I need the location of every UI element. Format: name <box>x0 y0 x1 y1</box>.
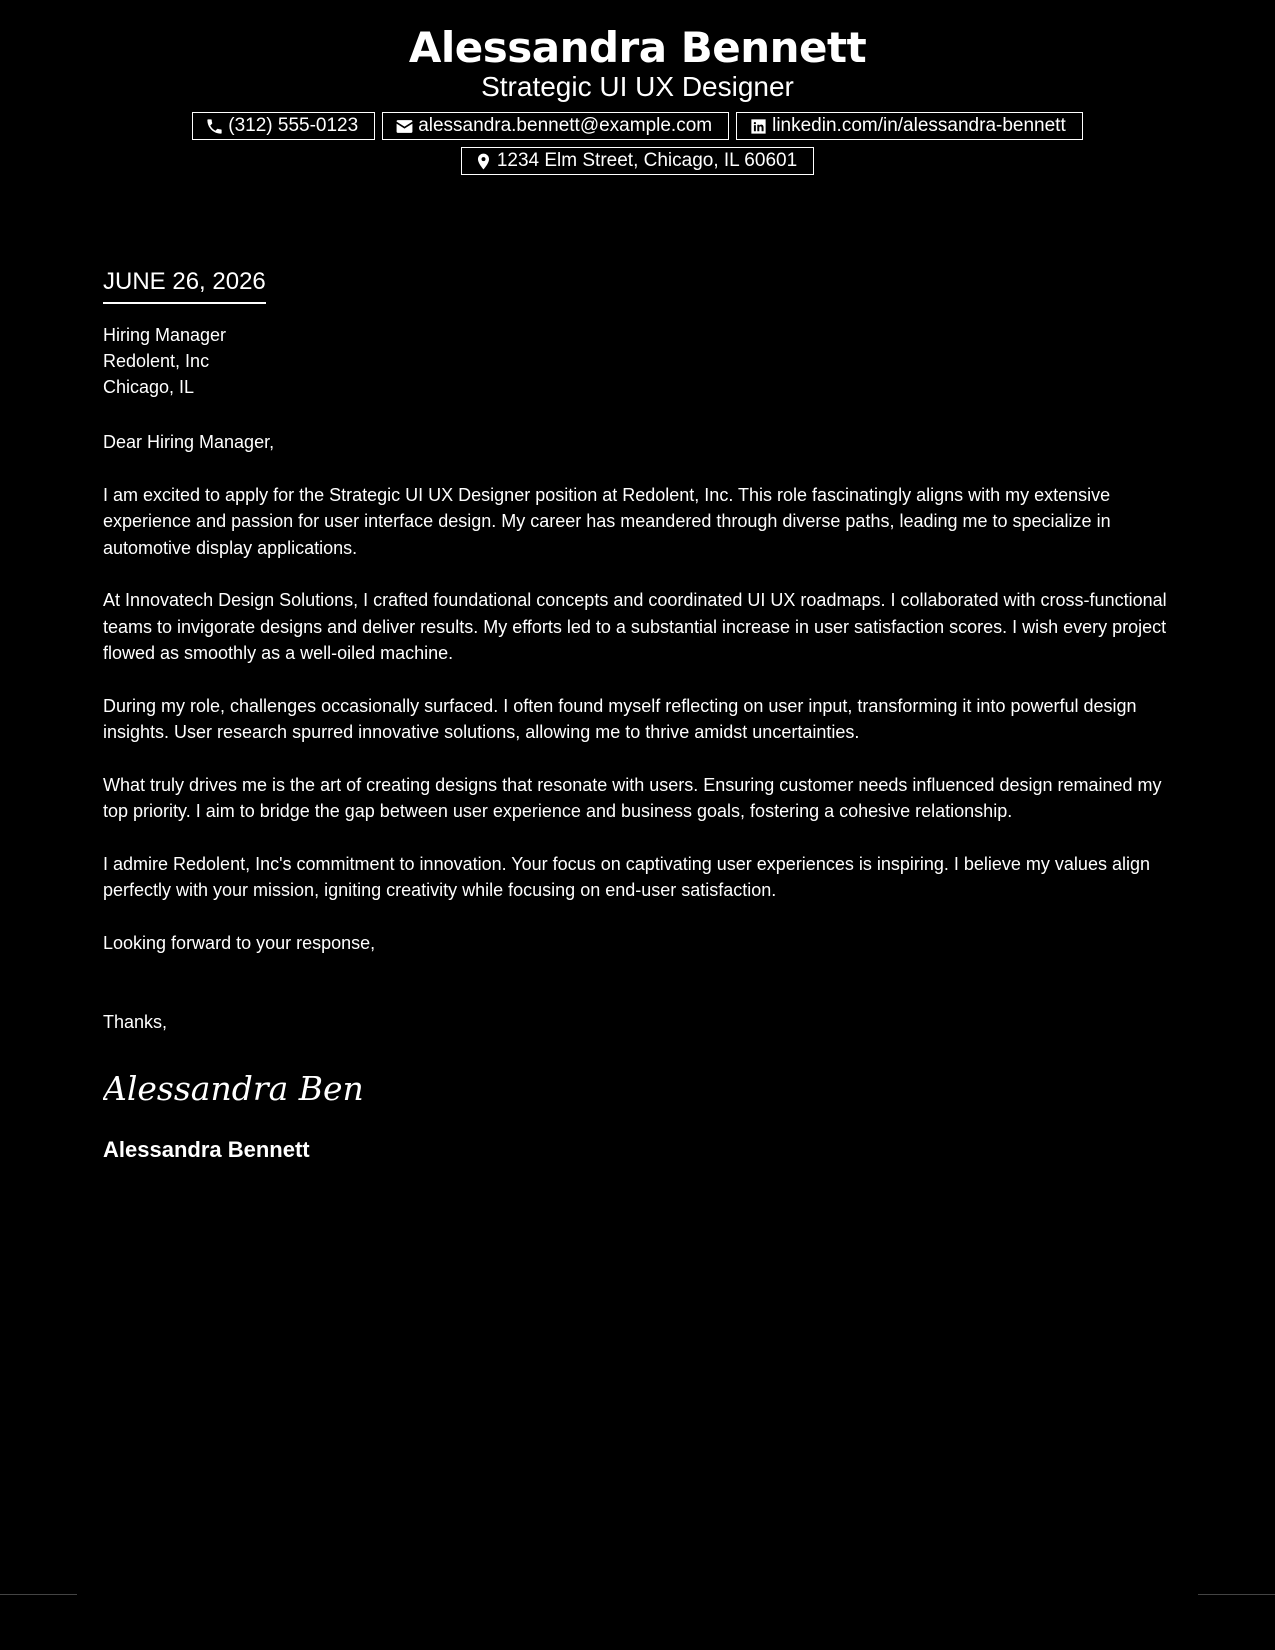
footer-rule-right <box>1198 1594 1275 1595</box>
thanks-line: Thanks, <box>103 1012 168 1032</box>
recipient-role: Hiring Manager <box>103 325 227 345</box>
linkedin-contact[interactable] <box>736 112 1083 140</box>
envelope-icon <box>395 117 414 136</box>
body-paragraph: I admire Redolent, Inc's commitment to innovation. Your focus on captivating user experiences is inspiring. I believe my values align perfectly with your mission, igniting creativity while focusing on end-user satisfaction. <box>103 853 1150 900</box>
recipient-location: Chicago, IL <box>103 377 195 397</box>
linkedin-text: linkedin.com/in/alessandra-bennett <box>772 115 1066 136</box>
footer-rule-left <box>0 1594 77 1595</box>
linkedin-icon <box>749 117 768 136</box>
contact-row-primary <box>0 112 1275 140</box>
body-paragraph: I am excited to apply for the Strategic UI UX Designer position at Redolent, Inc. This role fascinatingly aligns with my extensive experience and passion for user interface design. My career has meandered through diverse paths, leading me to specialize in automotive display applications. <box>103 484 1111 558</box>
body-paragraph: At Innovatech Design Solutions, I crafted foundational concepts and coordinated UI UX roadmaps. I collaborated with cross-functional teams to invigorate designs and deliver results. My efforts led to a substantial increase in user satisfaction scores. I wish every project flowed as smoothly as a well-oiled machine. <box>103 590 1167 663</box>
phone-contact[interactable] <box>192 112 375 140</box>
letter-date: JUNE 26, 2026 <box>103 265 266 304</box>
signature-text: Alessandra Bennett <box>103 1068 432 1108</box>
address-contact[interactable] <box>461 147 814 175</box>
map-marker-icon <box>474 152 493 171</box>
body-paragraph: What truly drives me is the art of creating designs that resonate with users. Ensuring customer needs influenced design remained my top priority. I aim to bridge the gap between user experience and business goals, fostering a cohesive relationship. <box>103 774 1162 821</box>
phone-text: (312) 555-0123 <box>228 115 359 136</box>
signed-name: Alessandra Bennett <box>103 1136 310 1162</box>
contact-row-secondary <box>0 147 1275 175</box>
salutation: Dear Hiring Manager, <box>103 432 275 452</box>
email-text: alessandra.bennett@example.com <box>418 115 713 136</box>
letter-body <box>103 265 1173 1164</box>
applicant-title: Strategic UI UX Designer <box>481 71 794 102</box>
phone-icon <box>205 117 224 136</box>
recipient-block <box>103 322 1173 400</box>
signature-image <box>103 1064 432 1114</box>
letter-header <box>0 0 1275 175</box>
body-paragraph: During my role, challenges occasionally surfaced. I often found myself reflecting on user input, transforming it into powerful design insights. User research spurred innovative solutions, allowing me to thrive amidst uncertainties. <box>103 695 1137 742</box>
email-contact[interactable] <box>382 112 729 140</box>
applicant-name: Alessandra Bennett <box>408 23 867 72</box>
closing-line: Looking forward to your response, <box>103 932 376 953</box>
recipient-company: Redolent, Inc <box>103 351 210 371</box>
handwritten-signature <box>103 1064 432 1114</box>
address-text: 1234 Elm Street, Chicago, IL 60601 <box>496 150 798 171</box>
